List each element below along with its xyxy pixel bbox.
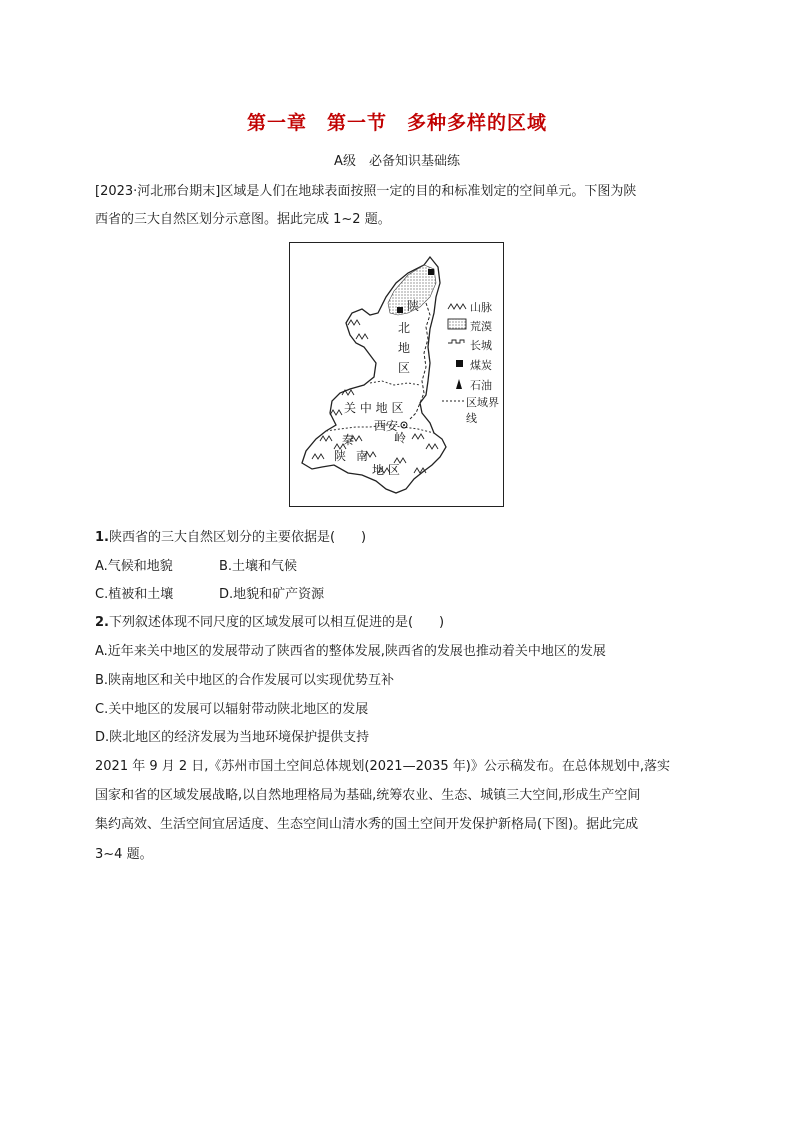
question-1-options-row-1 [95, 555, 715, 574]
coal-marker-1 [428, 269, 434, 275]
question-1-options-row-2 [95, 583, 715, 602]
legend-coal-symbol [456, 360, 463, 367]
label-di: 地 [398, 341, 411, 355]
intro2-line-1: 2021 年 9 月 2 日,《苏州市国土空间总体规划(2021—2035 年)》公示稿发布。在总体规划中,落实 [95, 759, 670, 774]
question-2-stem: 下列叙述体现不同尺度的区域发展可以相互促进的是( ) [108, 615, 445, 630]
legend-wall: 长城 [470, 339, 492, 352]
intro2-line-3: 集约高效、生活空间宜居适度、生态空间山清水秀的国土空间开发保护新格局(下图)。据此完成 [95, 817, 639, 832]
label-xian: 西安 [374, 419, 399, 433]
coal-marker-2 [397, 307, 403, 313]
intro2-line-2: 国家和省的区域发展战略,以自然地理格局为基础,统筹农业、生态、城镇三大空间,形成生产空间 [95, 788, 641, 803]
label-guanzhong: 关 中 地 区 [344, 401, 404, 415]
intro2-line-4: 3~4 题。 [95, 847, 153, 862]
legend-symbols [448, 304, 466, 343]
option-1d[interactable]: D.地貌和矿产资源 [219, 587, 325, 602]
label-bei: 北 [398, 321, 411, 335]
boundary-north [370, 381, 420, 385]
legend-coal: 煤炭 [470, 359, 492, 372]
label-nan: 南 [356, 449, 369, 463]
label-shaan-south: 陕 [334, 449, 347, 463]
option-2c[interactable]: C.关中地区的发展可以辐射带动陕北地区的发展 [95, 702, 369, 717]
option-2d[interactable]: D.陕北地区的经济发展为当地环境保护提供支持 [95, 730, 370, 745]
question-1-stem: 陕西省的三大自然区划分的主要依据是( ) [108, 530, 367, 545]
legend-desert: 荒漠 [470, 320, 492, 333]
shaanxi-region-map [289, 242, 504, 507]
legend-boundary: 区域界线 [466, 396, 499, 425]
label-qu: 区 [398, 361, 411, 375]
legend-mountain-symbol [448, 304, 466, 309]
intro-text-line-2: 西省的三大自然区划分示意图。据此完成 1~2 题。 [95, 212, 391, 227]
section-level: A级 必备知识基础练 [334, 154, 460, 169]
question-1-number: 1. [95, 530, 109, 545]
option-2b[interactable]: B.陕南地区和关中地区的合作发展可以实现优势互补 [95, 673, 395, 688]
option-1b[interactable]: B.土壤和气候 [219, 559, 298, 574]
legend-mountain: 山脉 [470, 301, 492, 314]
option-1a[interactable]: A.气候和地貌 [95, 559, 173, 574]
intro-text-line-1: [2023·河北邢台期末]区域是人们在地球表面按照一定的目的和标准划定的空间单元。下图为陕 [95, 184, 637, 199]
question-1 [95, 526, 715, 545]
option-2a[interactable]: A.近年来关中地区的发展带动了陕西省的整体发展,陕西省的发展也推动着关中地区的发展 [95, 644, 606, 659]
mountain-symbols [312, 320, 438, 473]
label-qin: 秦 [342, 433, 355, 447]
label-ling: 岭 [394, 431, 407, 445]
great-wall-line [410, 303, 430, 419]
question-2 [95, 611, 715, 630]
page-title: 第一章 第一节 多种多样的区域 [246, 112, 547, 134]
label-shaan: 陕 [407, 299, 420, 313]
legend-oil-symbol [456, 379, 462, 389]
label-diqu-south: 地 区 [372, 463, 400, 477]
question-2-number: 2. [95, 615, 109, 630]
option-1c[interactable]: C.植被和土壤 [95, 587, 174, 602]
legend-wall-symbol [448, 340, 464, 343]
legend-oil: 石油 [470, 379, 492, 392]
legend-desert-symbol [448, 319, 466, 329]
